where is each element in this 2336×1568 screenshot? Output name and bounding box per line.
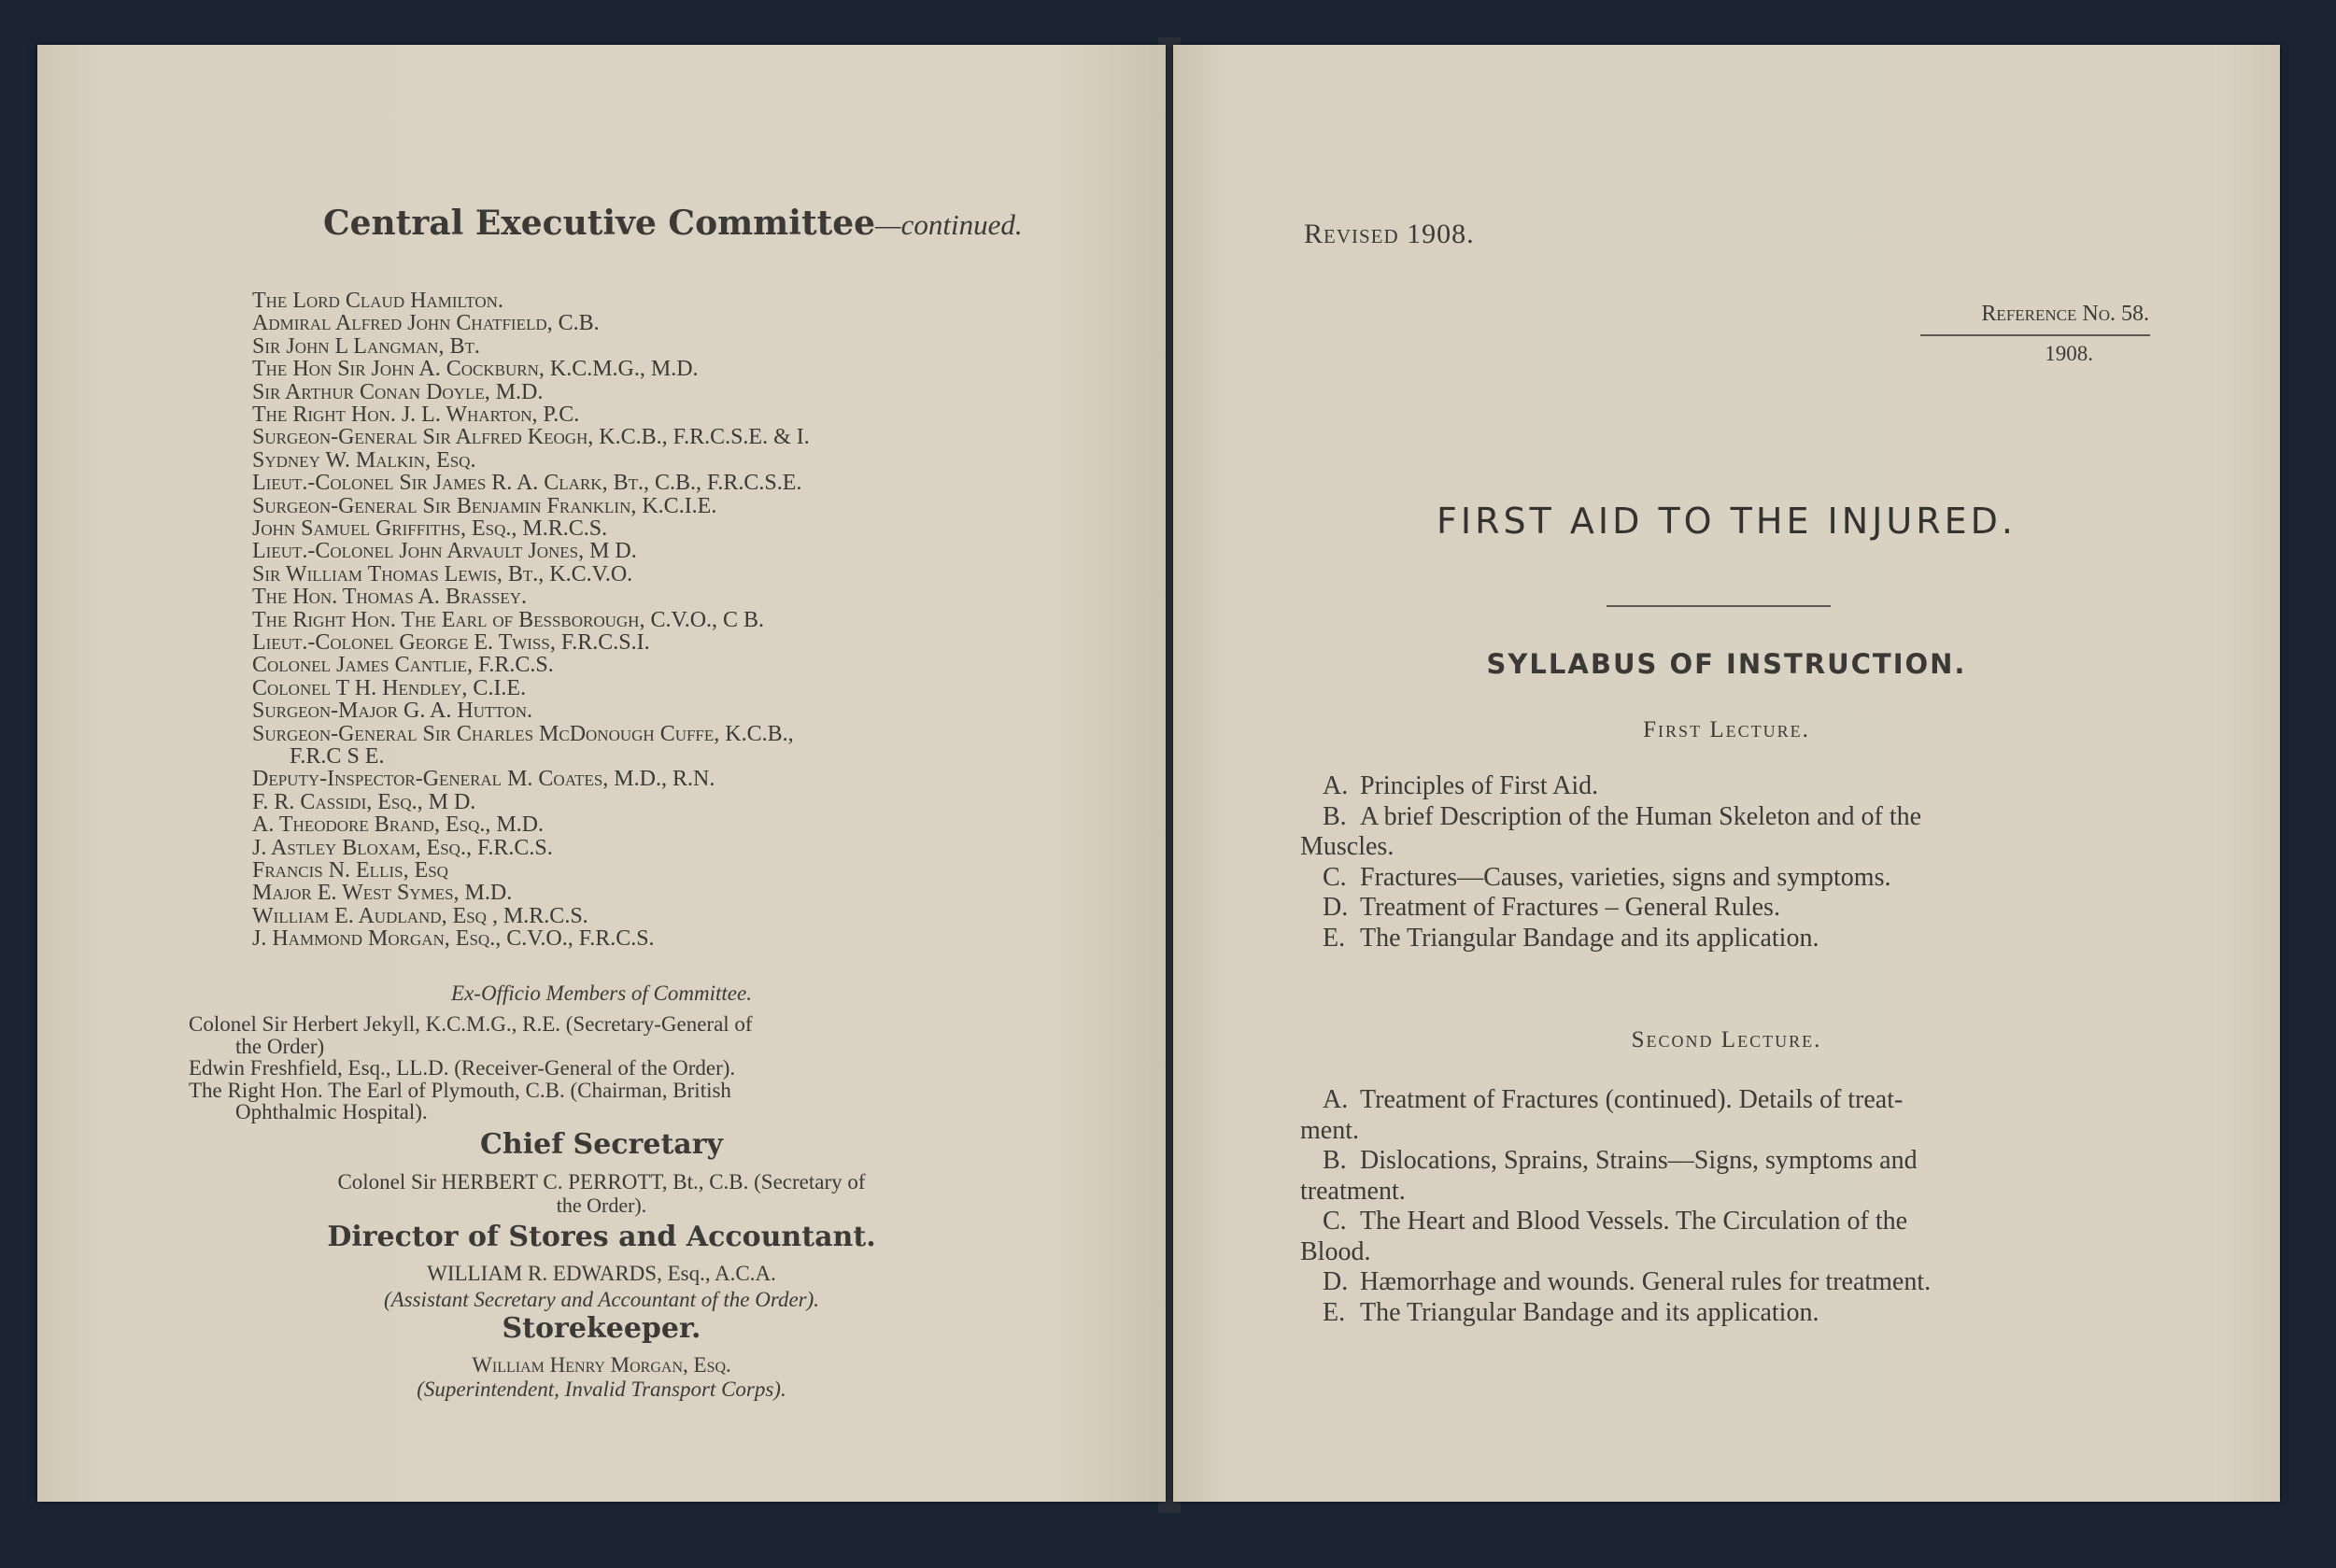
syllabus-item-label: A. [1323,771,1349,800]
reference-number: Reference No. 58. [1981,302,2149,326]
committee-member: Sir Arthur Conan Doyle, M.D. [252,379,544,404]
committee-member: Surgeon-General Sir Charles McDonough Cuffe, K.C.B., [252,721,794,746]
right-page [1173,45,2280,1502]
committee-heading [323,204,1023,243]
syllabus-item-label: B. [1323,801,1347,831]
syllabus-item-label: C. [1323,862,1347,892]
committee-member: Admiral Alfred John Chatfield, C.B. [252,311,600,336]
committee-member: Lieut.-Colonel Sir James R. A. Clark, Bt., C.B., F.R.C.S.E. [252,471,802,496]
committee-member: The Hon Sir John A. Cockburn, K.C.M.G., M.D. [252,357,699,382]
syllabus-heading: SYLLABUS OF INSTRUCTION. [1486,648,1967,680]
committee-member: F.R.C S E. [290,744,385,769]
committee-member: J. Hammond Morgan, Esq., C.V.O., F.R.C.S. [252,926,655,952]
director-role: (Assistant Secretary and Accountant of the Order). [383,1288,820,1311]
syllabus-item-label: E. [1323,923,1346,953]
lecture-title: First Lecture. [1643,717,1810,742]
left-page [37,45,1166,1502]
ex-officio-line: Edwin Freshfield, Esq., LL.D. (Receiver-General of the Order). [189,1056,736,1080]
committee-member: Surgeon-Major G. A. Hutton. [252,699,532,724]
committee-member: F. R. Cassidi, Esq., M D. [252,789,476,814]
committee-member: Francis N. Ellis, Esq [252,858,448,883]
chief-secretary-heading: Chief Secretary [480,1128,723,1161]
syllabus-item [1323,1148,1918,1174]
syllabus-item [1323,801,1922,831]
syllabus-item [1323,773,1598,799]
committee-member: A. Theodore Brand, Esq., M.D. [252,812,545,838]
syllabus-item [1323,925,1819,952]
syllabus-item-text: The Triangular Bandage and its application. [1360,923,1819,953]
syllabus-item [1323,1269,1931,1295]
syllabus-item-label: B. [1323,1146,1347,1175]
storekeeper-heading: Storekeeper. [502,1312,701,1345]
committee-member: Deputy-Inspector-General M. Coates, M.D., R.N. [252,767,715,792]
chief-secretary-line-2: the Order). [556,1194,647,1217]
committee-member: Sir William Thomas Lewis, Bt., K.C.V.O. [252,561,633,586]
committee-member: Surgeon-General Sir Benjamin Franklin, K.C.I.E. [252,493,717,518]
committee-member: John Samuel Griffiths, Esq., M.R.C.S. [252,516,608,541]
committee-member: The Hon. Thomas A. Brassey. [252,585,528,610]
syllabus-item-label: C. [1323,1207,1347,1236]
syllabus-item-continuation: Blood. [1300,1236,1371,1266]
syllabus-item [1323,862,1891,892]
committee-member: The Right Hon. The Earl of Bessborough, C.V.O., C B. [252,607,765,632]
syllabus-item-text: Treatment of Fractures – General Rules. [1360,893,1780,922]
ex-officio-line: the Order) [235,1034,325,1058]
syllabus-item-text: Principles of First Aid. [1360,771,1599,800]
syllabus-item-continuation: Muscles. [1300,832,1395,861]
syllabus-item-text: The Heart and Blood Vessels. The Circulation of the [1360,1207,1908,1236]
chief-secretary-line-1: Colonel Sir HERBERT C. PERROTT, Bt., C.B. (Secretary of [337,1170,866,1194]
committee-member: Lieut.-Colonel George E. Twiss, F.R.C.S.I. [252,630,650,655]
ex-officio-line: The Right Hon. The Earl of Plymouth, C.B. (Chairman, British [189,1078,731,1102]
lecture-title: Second Lecture. [1631,1027,1822,1052]
syllabus-item-label: D. [1323,1267,1349,1296]
syllabus-item-text: Dislocations, Sprains, Strains—Signs, symptoms and [1360,1146,1918,1175]
syllabus-item [1323,1087,1903,1113]
committee-member: Colonel T H. Hendley, C.I.E. [252,675,527,700]
storekeeper-role: (Superintendent, Invalid Transport Corps). [417,1377,786,1401]
syllabus-item [1323,1208,1907,1235]
syllabus-item-label: D. [1323,893,1349,922]
committee-member: Major E. West Symes, M.D. [252,881,513,906]
director-name: WILLIAM R. EDWARDS, Esq., A.C.A. [427,1262,776,1285]
ex-officio-line: Colonel Sir Herbert Jekyll, K.C.M.G., R.E. (Secretary-General of [189,1012,753,1036]
syllabus-item-text: Treatment of Fractures (continued). Details of treat- [1360,1085,1904,1114]
reference-rule [1920,334,2150,336]
committee-member: The Lord Claud Hamilton. [252,289,503,313]
title-rule [1607,605,1831,607]
syllabus-item-label: A. [1323,1085,1349,1114]
committee-member: Surgeon-General Sir Alfred Keogh, K.C.B., F.R.C.S.E. & I. [252,425,810,450]
ex-officio-heading: Ex-Officio Members of Committee. [451,982,752,1005]
syllabus-item-text: Hæmorrhage and wounds. General rules for treatment. [1360,1267,1932,1296]
storekeeper-name: William Henry Morgan, Esq. [472,1353,731,1377]
syllabus-item-text: The Triangular Bandage and its application. [1360,1297,1819,1327]
main-title: FIRST AID TO THE INJURED. [1437,501,2017,542]
syllabus-item-continuation: treatment. [1300,1176,1406,1206]
syllabus-item-text: Fractures—Causes, varieties, signs and symptoms. [1360,862,1891,892]
committee-heading-main: Central Executive Committee [323,204,876,243]
committee-member: Lieut.-Colonel John Arvault Jones, M D. [252,539,637,564]
committee-heading-continued: —continued. [875,208,1023,241]
reference-year: 1908. [2045,342,2093,365]
committee-member: Colonel James Cantlie, F.R.C.S. [252,653,554,678]
committee-member: Sydney W. Malkin, Esq. [252,447,476,473]
syllabus-item [1323,1297,1819,1327]
committee-member: J. Astley Bloxam, Esq., F.R.C.S. [252,835,553,860]
committee-member: The Right Hon. J. L. Wharton, P.C. [252,403,580,427]
revised-date: Revised 1908. [1304,219,1475,249]
syllabus-item [1323,895,1780,921]
syllabus-item-label: E. [1323,1297,1346,1327]
syllabus-item-text: A brief Description of the Human Skeleton and of the [1360,801,1922,831]
ex-officio-line: Ophthalmic Hospital). [235,1100,428,1123]
committee-member: Sir John L Langman, Bt. [252,333,480,359]
director-heading: Director of Stores and Accountant. [327,1221,876,1253]
committee-member: William E. Audland, Esq , M.R.C.S. [252,903,588,928]
syllabus-item-continuation: ment. [1300,1115,1359,1145]
